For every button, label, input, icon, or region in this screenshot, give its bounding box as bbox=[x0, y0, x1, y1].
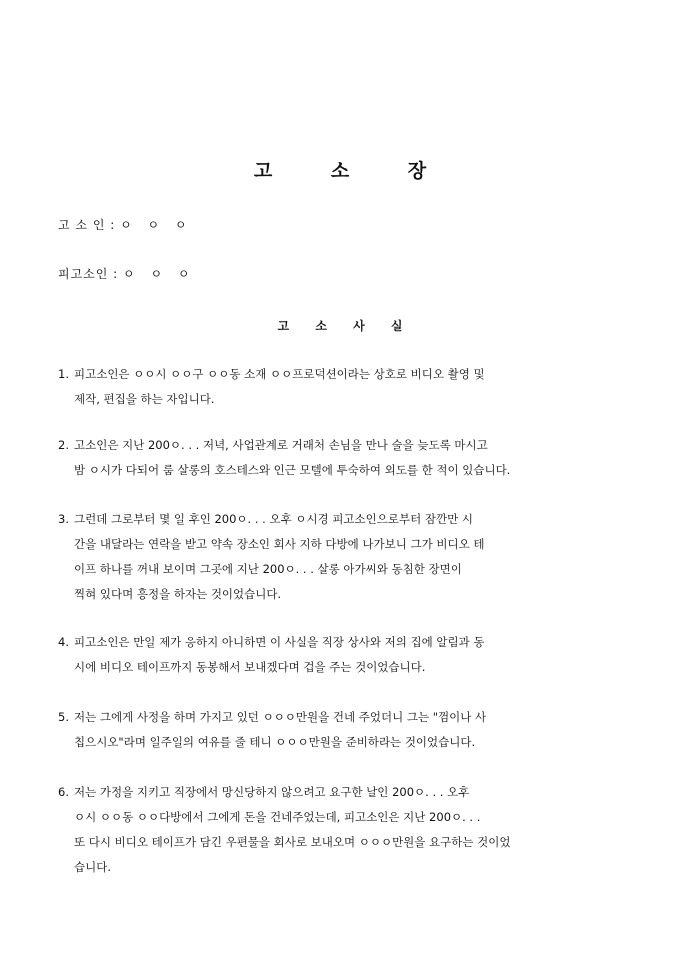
section-title: 고 소 사 실 bbox=[277, 319, 414, 333]
fact-item-line bbox=[58, 655, 623, 680]
fact-item-text: 그런데 그로부터 몇 일 후인 200ㅇ. . . 오후 ㅇ시경 피고소인으로부터 잠깐만 시 bbox=[74, 512, 473, 526]
fact-item-number: 2. bbox=[58, 438, 69, 452]
fact-item-text: 시에 비디오 테이프까지 동봉해서 보내겠다며 겁을 주는 것이었습니다. bbox=[74, 660, 426, 674]
fact-item-3 bbox=[58, 507, 623, 607]
fact-item-text: 피고소인은 만일 제가 응하지 아니하면 이 사실을 직장 상사와 저의 집에 알림과 동 bbox=[74, 635, 485, 649]
fact-item-line bbox=[58, 387, 623, 412]
accused-names: ㅇ ㅇ ㅇ bbox=[123, 267, 196, 281]
fact-item-line bbox=[58, 630, 623, 655]
fact-item-line bbox=[58, 582, 623, 607]
fact-item-line bbox=[58, 507, 623, 532]
fact-item-line bbox=[58, 730, 623, 755]
accused-label: 피고소인 : bbox=[58, 267, 124, 281]
fact-item-4 bbox=[58, 630, 623, 680]
fact-item-text: 칩으시오"라며 일주일의 여유를 줄 테니 ㅇㅇㅇ만원을 준비하라는 것이었습니다. bbox=[74, 735, 476, 749]
fact-item-text: 제작, 편집을 하는 자입니다. bbox=[74, 392, 215, 406]
fact-item-number: 4. bbox=[58, 635, 69, 649]
fact-item-text: ㅇ시 ㅇㅇ동 ㅇㅇ다방에서 그에게 돈을 건네주었는데, 피고소인은 지난 200ㅇ. . . bbox=[74, 810, 481, 824]
fact-item-6 bbox=[58, 780, 623, 880]
fact-item-line bbox=[58, 780, 623, 805]
complainant-label: 고 소 인 : bbox=[58, 218, 121, 232]
fact-item-text: 이프 하나를 꺼내 보이며 그곳에 지난 200ㅇ. . . 살롱 아가씨와 동침한 장면이 bbox=[74, 562, 462, 576]
fact-item-5 bbox=[58, 705, 623, 755]
fact-item-text: 밤 ㅇ시가 다되어 룸 살롱의 호스테스와 인근 모텔에 투숙하여 외도를 한 적이 있습니다. bbox=[74, 463, 511, 477]
fact-item-text: 습니다. bbox=[74, 860, 111, 874]
fact-item-line bbox=[58, 433, 623, 458]
fact-item-number: 1. bbox=[58, 367, 69, 381]
fact-item-text: 저는 그에게 사정을 하며 가지고 있던 ㅇㅇㅇ만원을 건네 주었더니 그는 "껌이나 사 bbox=[74, 710, 487, 724]
fact-item-line bbox=[58, 855, 623, 880]
fact-item-line bbox=[58, 705, 623, 730]
fact-item-line bbox=[58, 458, 623, 483]
fact-item-text: 피고소인은 ㅇㅇ시 ㅇㅇ구 ㅇㅇ동 소재 ㅇㅇ프로덕션이라는 상호로 비디오 촬영 및 bbox=[74, 367, 485, 381]
fact-item-number: 3. bbox=[58, 512, 69, 526]
fact-item-line bbox=[58, 362, 623, 387]
complainant-names: ㅇ ㅇ ㅇ bbox=[120, 218, 193, 232]
document-title: 고 소 장 bbox=[253, 160, 453, 182]
fact-item-line bbox=[58, 532, 623, 557]
fact-item-text: 간을 내달라는 연락을 받고 약속 장소인 회사 지하 다방에 나가보니 그가 비디오 테 bbox=[74, 537, 485, 551]
fact-item-number: 6. bbox=[58, 785, 69, 799]
fact-item-number: 5. bbox=[58, 710, 69, 724]
fact-item-1 bbox=[58, 362, 623, 412]
fact-item-line bbox=[58, 557, 623, 582]
fact-item-text: 고소인은 지난 200ㅇ. . . 저녁, 사업관계로 거래처 손님을 만나 술을 늦도록 마시고 bbox=[74, 438, 488, 452]
accused-line bbox=[58, 265, 195, 282]
complainant-line bbox=[58, 216, 192, 233]
fact-item-2 bbox=[58, 433, 623, 483]
fact-item-text: 저는 가정을 지키고 직장에서 망신당하지 않으려고 요구한 날인 200ㅇ. . . 오후 bbox=[74, 785, 470, 799]
fact-item-text: 또 다시 비디오 테이프가 담긴 우편물을 회사로 보내오며 ㅇㅇㅇ만원을 요구하는 것이었 bbox=[74, 835, 511, 849]
fact-item-text: 찍혀 있다며 흥정을 하자는 것이었습니다. bbox=[74, 587, 282, 601]
fact-item-line bbox=[58, 830, 623, 855]
fact-item-line bbox=[58, 805, 623, 830]
